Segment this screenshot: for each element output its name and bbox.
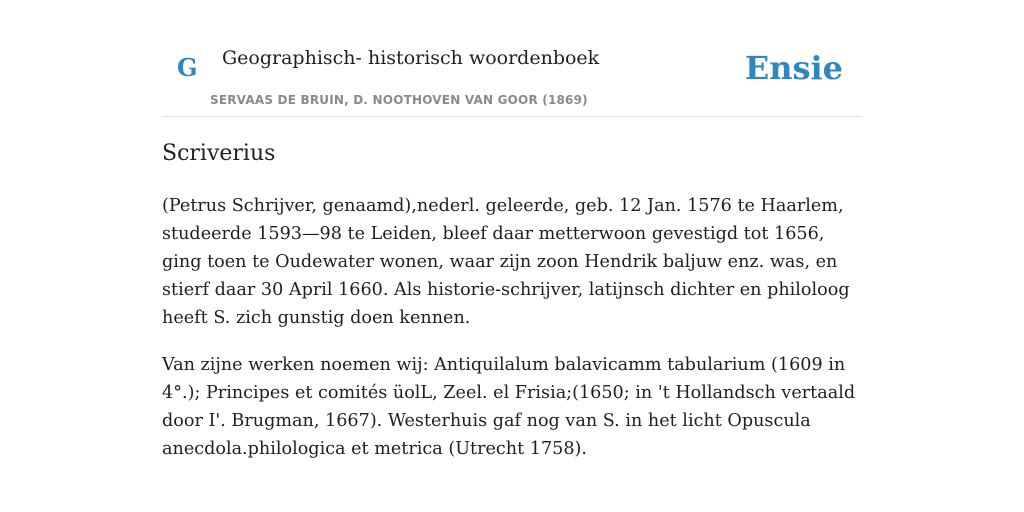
entry-title: Scriverius	[162, 141, 276, 166]
book-authors: SERVAAS DE BRUIN, D. NOOTHOVEN VAN GOOR (1869)	[210, 93, 588, 107]
book-title[interactable]: Geographisch- historisch woordenboek	[222, 47, 600, 69]
entry-paragraph-2: Van zijne werken noemen wij: Antiquilalum balavicamm tabularium (1609 in 4°.); Principes et comités üolL, Zeel. el Frisia;(1650; in 't Hollandsch vertaald door I'. Brugman, 1667). Westerhuis gaf nog van S. in het licht Opuscula anecdola.philologica et metrica (Utrecht 1758).	[162, 355, 856, 459]
entry-content	[162, 138, 862, 482]
source-header	[162, 40, 862, 117]
book-logo-letter[interactable]: G	[177, 53, 198, 82]
ensie-logo-link[interactable]: Ensie	[744, 49, 843, 87]
entry-paragraph-1: (Petrus Schrijver, genaamd),nederl. geleerde, geb. 12 Jan. 1576 te Haarlem, studeerde 1593—98 te Leiden, bleef daar metterwoon gevestigd tot 1656, ging toen te Oudewater wonen, waar zijn zoon Hendrik baljuw enz. was, en stierf daar 30 April 1660. Als historie-schrijver, latijnsch dichter en philoloog heeft S. zich gunstig doen kennen.	[162, 196, 850, 328]
